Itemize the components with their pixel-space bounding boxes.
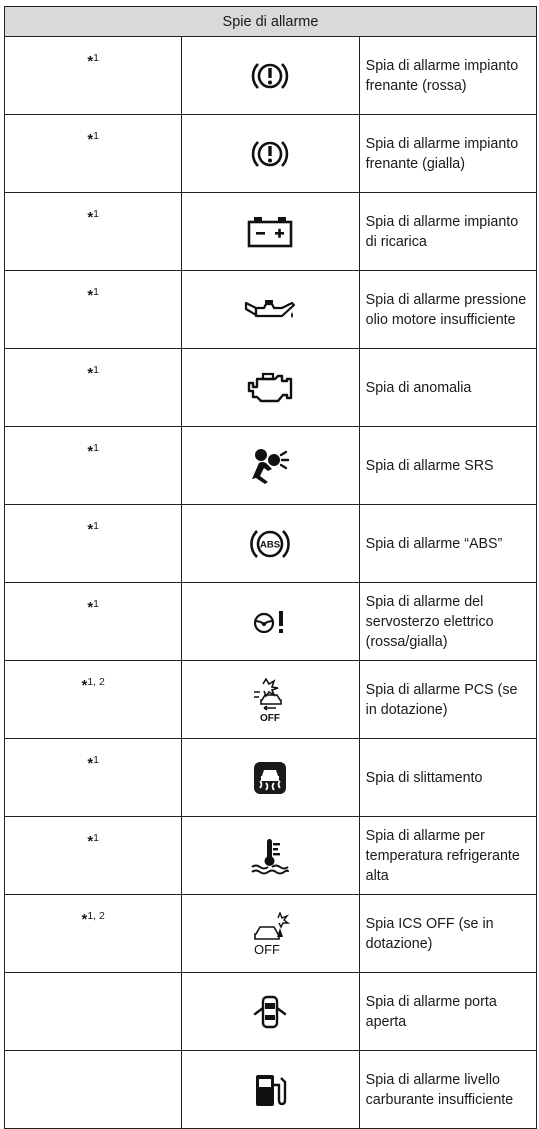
table-row <box>5 817 537 895</box>
table-row <box>5 271 537 349</box>
footnote-marker: *$^1$ <box>5 505 182 583</box>
footnote-marker: *$^1$ <box>5 193 182 271</box>
table-row <box>5 427 537 505</box>
pcs-off-icon <box>182 661 359 739</box>
footnote-marker: *$^1$ <box>5 115 182 193</box>
table-row <box>5 739 537 817</box>
row-label: Spia di allarme per temperatura refrigerante alta <box>359 817 536 895</box>
row-label: Spia di allarme impianto frenante (gialla) <box>359 115 536 193</box>
row-label: Spia di allarme livello carburante insufficiente <box>359 1051 536 1129</box>
row-label: Spia di anomalia <box>359 349 536 427</box>
footnote-marker: *$^1$ <box>5 739 182 817</box>
footnote-marker: *$^1$ <box>5 349 182 427</box>
row-label: Spia di allarme porta aperta <box>359 973 536 1051</box>
slip-indicator-icon <box>182 739 359 817</box>
footnote-marker: *$^1$ <box>5 583 182 661</box>
footnote-marker <box>5 1051 182 1129</box>
table-row <box>5 583 537 661</box>
table-row <box>5 1051 537 1129</box>
power-steering-icon <box>182 583 359 661</box>
footnote-marker: *$^1$ <box>5 37 182 115</box>
coolant-temperature-icon <box>182 817 359 895</box>
footnote-marker: *$^{1, 2}$ <box>5 895 182 973</box>
svg-text:OFF: OFF <box>260 712 281 722</box>
table-row <box>5 895 537 973</box>
srs-airbag-icon <box>182 427 359 505</box>
table-row <box>5 661 537 739</box>
footnote-marker <box>5 973 182 1051</box>
row-label: Spia di allarme pressione olio motore insufficiente <box>359 271 536 349</box>
row-label: Spia di allarme PCS (se in dotazione) <box>359 661 536 739</box>
warning-lights-table <box>4 6 537 1129</box>
table-row <box>5 115 537 193</box>
table-row <box>5 193 537 271</box>
abs-icon <box>182 505 359 583</box>
row-label: Spia di allarme impianto frenante (rossa) <box>359 37 536 115</box>
battery-charging-icon <box>182 193 359 271</box>
brake-system-warning-icon <box>182 115 359 193</box>
svg-text:ABS: ABS <box>260 539 281 550</box>
row-label: Spia di allarme del servosterzo elettrico (rossa/gialla) <box>359 583 536 661</box>
table-header: Spie di allarme <box>5 7 537 37</box>
low-fuel-icon <box>182 1051 359 1129</box>
footnote-marker: *$^1$ <box>5 271 182 349</box>
row-label: Spia di allarme SRS <box>359 427 536 505</box>
row-label: Spia di allarme “ABS” <box>359 505 536 583</box>
table-row <box>5 349 537 427</box>
svg-text:OFF: OFF <box>254 941 281 956</box>
row-label: Spia di allarme impianto di ricarica <box>359 193 536 271</box>
check-engine-icon <box>182 349 359 427</box>
oil-pressure-icon <box>182 271 359 349</box>
footnote-marker: *$^1$ <box>5 817 182 895</box>
row-label: Spia di slittamento <box>359 739 536 817</box>
row-label: Spia ICS OFF (se in dotazione) <box>359 895 536 973</box>
brake-system-warning-icon <box>182 37 359 115</box>
footnote-marker: *$^{1, 2}$ <box>5 661 182 739</box>
door-open-icon <box>182 973 359 1051</box>
footnote-marker: *$^1$ <box>5 427 182 505</box>
table-row <box>5 505 537 583</box>
table-row <box>5 37 537 115</box>
table-row <box>5 973 537 1051</box>
ics-off-icon <box>182 895 359 973</box>
